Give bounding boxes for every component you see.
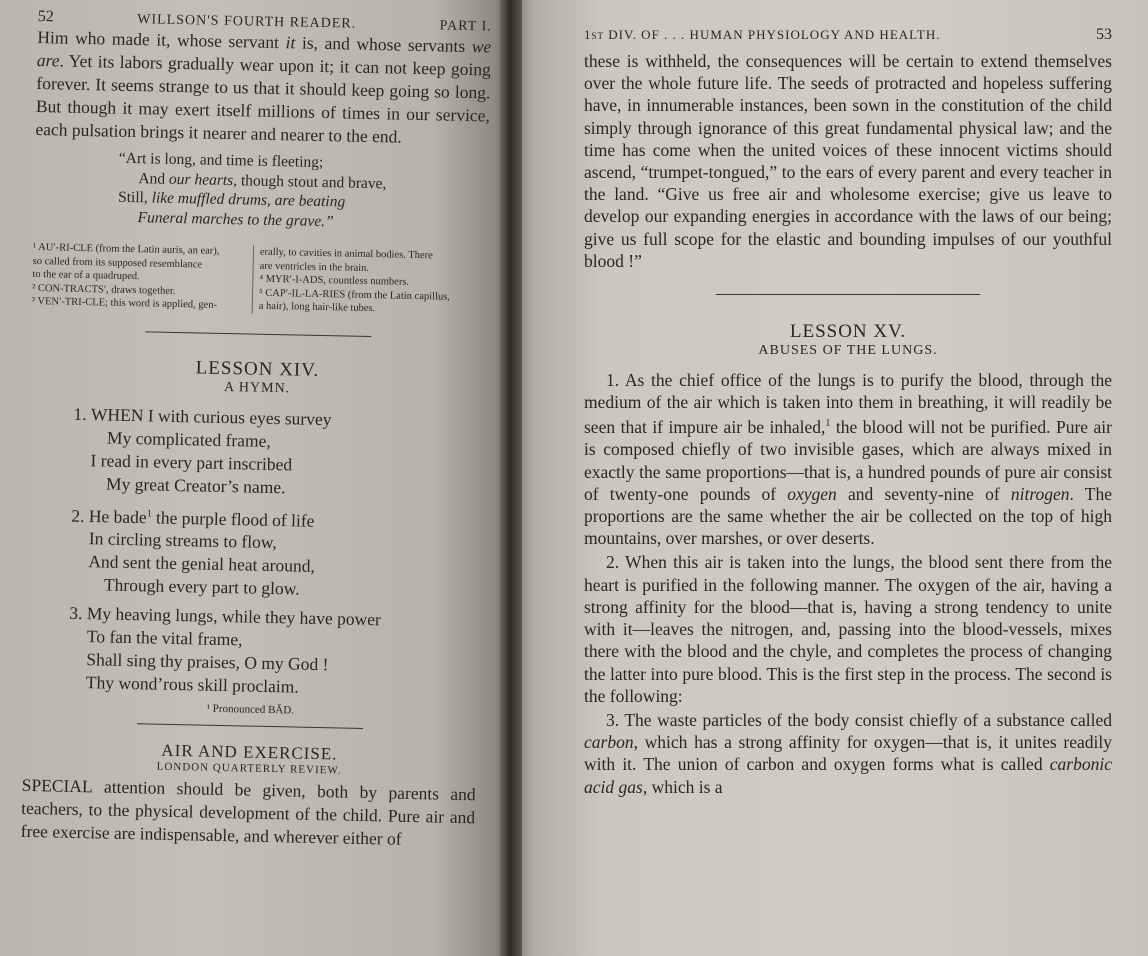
- right-page: [510, 0, 1148, 956]
- footnote-line: ¹ AU′-RI-CLE (from the Latin auris, an ear),: [32, 241, 220, 257]
- p1-text-d: . The proportions are the same whether the air be collected on the top of high mountains, over marshes, or over deserts.: [584, 483, 1112, 549]
- p3-italic-gas: carbonic acid gas: [584, 754, 1112, 797]
- poem-quote: [117, 149, 489, 235]
- stanza-first-word: He bade: [88, 505, 147, 527]
- quote-line-3b: like muffled drums, are beating: [151, 189, 346, 211]
- section-divider: [145, 331, 371, 337]
- section-first-word: SPECIAL: [21, 775, 93, 797]
- p3-text-c: , which is a: [642, 776, 723, 797]
- footnote-line: are ventricles in the brain.: [259, 260, 370, 274]
- hymn: [68, 402, 484, 702]
- right-running-title: 1st DIV. OF . . . HUMAN PHYSIOLOGY AND HEALTH.: [584, 27, 941, 42]
- section-text: attention should be given, both by parents and teachers, to the physical development of the child. Pure air and free exercise are indispensable, and wherever either of: [20, 776, 476, 850]
- quote-line-3a: Still,: [117, 188, 152, 207]
- p1-italic-oxygen: oxygen: [787, 483, 837, 504]
- p1-text-a: 1. As the chief office of the lungs is to purify the blood, through the medium of the air which is taken into them in breathing, it will readily be seen that if impure air be inhaled,: [584, 370, 1112, 438]
- para-text-3: . Yet its labors gradually wear upon it; it can not keep going forever. It seems strange to us that it should keep going so long. But though it may exert itself millions of times in our service, each pulsation brings it nearer and nearer to the end.: [35, 50, 492, 147]
- stanza-first-word: My: [86, 603, 112, 624]
- hymn-line: Shall sing thy praises, O my God !: [86, 649, 329, 675]
- hymn-line: To fan the vital frame,: [86, 626, 243, 650]
- lesson-xv-title: LESSON XV.: [789, 321, 907, 343]
- right-opening-paragraph: these is withheld, the consequences will be certain to extend themselves over the whole future life. The seeds of protracted and hopeless suffering have, in innumerable instances, been sown in the constitution of the child simply through ignorance of this great fundamental physical law; and the time has come when the united voices of these innocent victims should ascend, “trumpet-tongued,” to the ears of every parent and every teacher in the land. “Give us free air and wholesome exercise; give us leave to develop our expanding energies in accordance with the laws of our being; give us full scope for the elastic and bounding impulses of our youthful blood !”: [584, 51, 1112, 271]
- p3-italic-carbon: carbon: [584, 732, 634, 753]
- footnote-line: ³ VEN′-TRI-CLE; this word is applied, gen-: [31, 295, 218, 311]
- section-paragraph: [21, 774, 476, 852]
- lesson-xv-subtitle: ABUSES OF THE LUNGS.: [758, 343, 938, 359]
- stanza-number: 3.: [69, 603, 83, 624]
- hymn-line-text: I with curious eyes survey: [143, 404, 332, 429]
- section-divider: [137, 724, 363, 730]
- footnote-line: a hair), long hair-like tubes.: [258, 300, 376, 315]
- p3-text-a: 3. The waste particles of the body consist chiefly of a substance called: [606, 709, 1112, 730]
- footnote-line: so called from its supposed resemblance: [32, 255, 203, 270]
- quote-line-4-text: Funeral marches to the grave.”: [137, 208, 334, 230]
- book-gutter: [500, 0, 522, 956]
- left-page-number: 52: [37, 8, 54, 26]
- section-title: AIR AND EXERCISE.: [161, 741, 338, 764]
- lesson-xiv-subtitle: A HYMN.: [223, 379, 291, 396]
- left-running-title: WILLSON'S FOURTH READER.: [137, 12, 357, 32]
- stanza-number: 2.: [71, 505, 85, 526]
- hymn-stanza-1: [72, 402, 484, 503]
- hymn-line: I read in every part inscribed: [90, 449, 293, 474]
- footnote-marker: 1: [825, 418, 831, 430]
- footnote-marker: 1: [146, 507, 152, 519]
- para-text-2: is, and whose servants: [295, 32, 473, 57]
- hymn-line: My great Creator’s name.: [105, 473, 286, 497]
- hymn-line: And sent the genial heat around,: [88, 551, 316, 577]
- p1-italic-nitrogen: nitrogen: [1010, 483, 1070, 504]
- section-divider: [716, 294, 980, 295]
- footnote-line: ⁴ MYR′-I-ADS, countless numbers.: [259, 273, 410, 288]
- left-opening-paragraph: [35, 26, 491, 150]
- lesson-xv-paragraph-1: [584, 369, 1112, 549]
- footnote-line: erally, to cavities in animal bodies. There: [259, 246, 433, 262]
- hymn-line: My complicated frame,: [106, 427, 271, 451]
- hymn-line: Through every part to glow.: [103, 574, 300, 599]
- hymn-line-text: heaving lungs, while they have power: [110, 603, 382, 630]
- lesson-xv-paragraph-2: 2. When this air is taken into the lungs, the blood sent there from the heart is purified in the following manner. The oxygen of the air, having a strong affinity for the blood—that is, having a strong tendency to unite with it—leaves the nitrogen, and, passing into the blood-vessels, mixes there with the blood and the chyle, and completes the process of changing the latter into pure blood. This is the first step in the process. The second is the following:: [584, 552, 1112, 706]
- p1-text-b: the blood will not be purified. Pure air is composed chiefly of two invisible gases, which are always mixed in exactly the same proportions—that is, a hundred pounds of pure air consist of twenty-one pounds of: [584, 417, 1112, 504]
- right-page-number: 53: [1096, 26, 1112, 43]
- left-page-content: [21, 8, 492, 853]
- para-italic-we-are: we are: [36, 36, 492, 71]
- quote-line-1: “Art is long, and time is fleeting;: [118, 149, 324, 172]
- lesson-xiv-title: LESSON XIV.: [195, 356, 320, 381]
- footnotes-column-1: [32, 241, 254, 313]
- hymn-stanza-2: [70, 500, 482, 604]
- p3-text-b: , which has a strong affinity for oxygen—that is, it unites readily with it. The union of carbon and oxygen forms what is called: [584, 732, 1112, 775]
- hymn-stanza-3: [68, 602, 480, 703]
- hymn-footnote: ¹ Pronounced BĂD.: [206, 703, 295, 717]
- footnote-line: ² CON-TRACTS′, draws together.: [32, 282, 176, 297]
- footnote-line: to the ear of a quadruped.: [32, 268, 140, 283]
- stanza-number: 1.: [73, 403, 87, 424]
- left-part-label: PART I.: [439, 18, 492, 35]
- hymn-line: Thy wond’rous skill proclaim.: [85, 672, 299, 697]
- left-page: [0, 0, 510, 956]
- lesson-xv-paragraph-3: [584, 709, 1112, 798]
- quote-line-2a: And: [138, 169, 170, 188]
- footnotes: [32, 241, 487, 318]
- hymn-line: In circling streams to flow,: [88, 528, 277, 553]
- para-italic-it: it: [285, 32, 296, 53]
- para-text-1: Him who made it, whose servant: [37, 26, 286, 53]
- section-source: LONDON QUARTERLY REVIEW.: [156, 760, 342, 777]
- quote-line-2c: though stout and brave,: [236, 171, 387, 192]
- quote-line-2b: our hearts,: [168, 170, 238, 189]
- footnote-line: ⁵ CAP′-IL-LA-RIES (from the Latin capillus,: [258, 287, 451, 303]
- hymn-line-text: the purple flood of life: [151, 506, 315, 531]
- footnotes-column-2: [259, 246, 487, 318]
- p1-text-c: and seventy-nine of: [836, 483, 1011, 504]
- right-page-header: [584, 26, 1112, 44]
- stanza-first-word: WHEN: [90, 403, 144, 425]
